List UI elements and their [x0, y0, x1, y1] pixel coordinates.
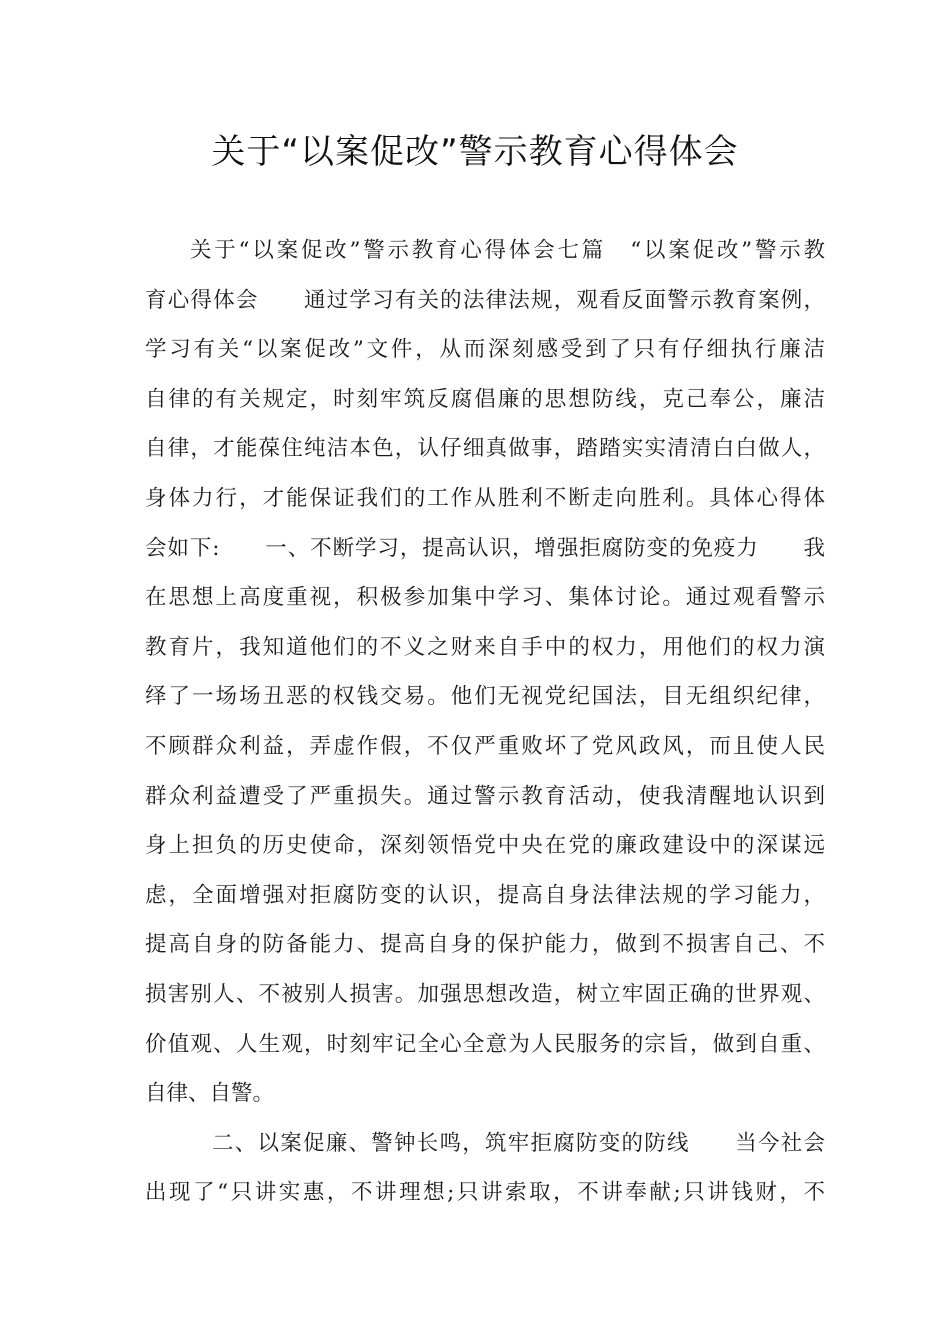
- paragraph-line: 虑，全面增强对拒腐防变的认识，提高自身法律法规的学习能力，: [145, 882, 825, 908]
- paragraph-line: 二、以案促廉、警钟长鸣，筑牢拒腐防变的防线 当今社会: [212, 1130, 825, 1156]
- paragraph-line: 价值观、人生观，时刻牢记全心全意为人民服务的宗旨，做到自重、: [145, 1031, 825, 1057]
- paragraph-line: 损害别人、不被别人损害。加强思想改造，树立牢固正确的世界观、: [145, 981, 825, 1007]
- paragraph-line: 会如下: 一、不断学习，提高认识，增强拒腐防变的免疫力 我: [145, 535, 825, 561]
- paragraph-line: 学习有关“以案促改”文件，从而深刻感受到了只有仔细执行廉洁: [145, 337, 825, 363]
- paragraph-line: 绎了一场场丑恶的权钱交易。他们无视党纪国法，目无组织纪律，: [145, 684, 825, 710]
- document-body: [145, 226, 825, 1218]
- paragraph-line: 身上担负的历史使命，深刻领悟党中央在党的廉政建设中的深谋远: [145, 833, 825, 859]
- paragraph-line: 关于“以案促改”警示教育心得体会七篇 “以案促改”警示教: [190, 238, 825, 263]
- paragraph-line: 自律，才能葆住纯洁本色，认仔细真做事，踏踏实实清清白白做人，: [145, 436, 825, 462]
- paragraph-line: 出现了“只讲实惠，不讲理想;只讲索取，不讲奉献;只讲钱财，不: [145, 1180, 825, 1206]
- paragraph-line: 自律、自警。: [145, 1081, 275, 1107]
- paragraph-line: 自律的有关规定，时刻牢筑反腐倡廉的思想防线，克己奉公，廉洁: [145, 386, 825, 412]
- paragraph-line: 不顾群众利益，弄虚作假，不仅严重败坏了党风政风，而且使人民: [145, 733, 825, 759]
- paragraph-line: 身体力行，才能保证我们的工作从胜利不断走向胜利。具体心得体: [145, 485, 825, 511]
- document-title: 关于“以案促改”警示教育心得体会: [211, 132, 739, 172]
- paragraph-line: 育心得体会 通过学习有关的法律法规，观看反面警示教育案例，: [145, 287, 825, 313]
- paragraph-line: 提高自身的防备能力、提高自身的保护能力，做到不损害自己、不: [145, 932, 825, 958]
- paragraph-line: 群众利益遭受了严重损失。通过警示教育活动，使我清醒地认识到: [145, 783, 825, 809]
- paragraph-line: 教育片，我知道他们的不义之财来自手中的权力，用他们的权力演: [145, 634, 825, 660]
- paragraph-line: 在思想上高度重视，积极参加集中学习、集体讨论。通过观看警示: [145, 585, 825, 611]
